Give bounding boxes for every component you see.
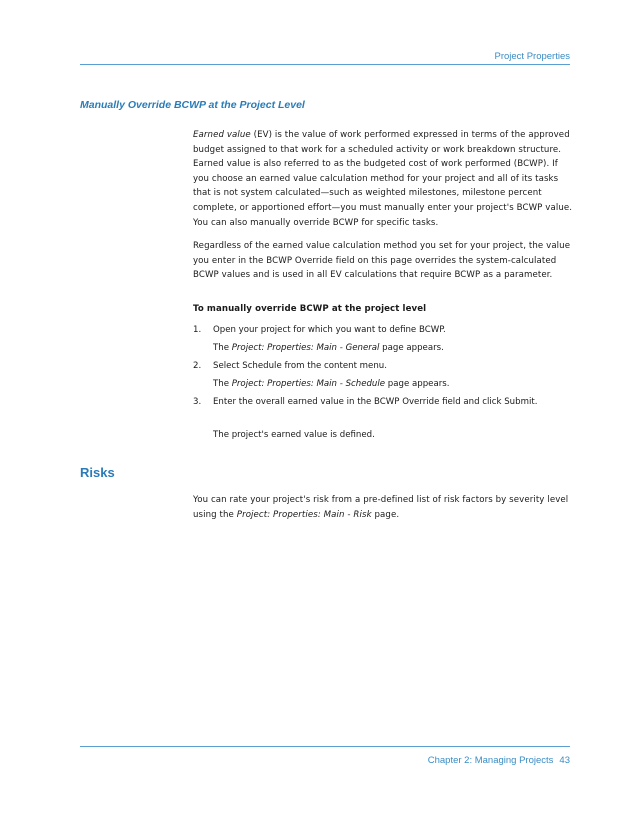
term-earned-value: Earned value — [193, 130, 251, 140]
step-result: The Project: Properties: Main - General page appears. — [213, 343, 444, 353]
page-number: 43 — [559, 755, 570, 766]
step-number: 2. — [193, 361, 202, 371]
intro-paragraph — [193, 128, 573, 230]
override-text: Regardless of the earned value calculation method you set for your project, the value you enter in the BCWP Override field on this page overrides the system-calculated BCWP values and is used in all EV calculations that require BCWP as a parameter. — [193, 241, 571, 281]
running-header: Project Properties — [494, 51, 570, 62]
risks-paragraph: You can rate your project's risk from a pre-defined list of risk factors by severity level using the Project: Properties: Main - Risk page. — [193, 495, 569, 520]
procedure-title: To manually override BCWP at the project level — [193, 304, 427, 314]
intro-text: (EV) is the value of work performed expressed in terms of the approved budget assigned to that work for a scheduled activity or work breakdown structure. Earned value is also referred to as the budgeted cost of work performed (BCWP). If you choose an earned value calculation method for your project and all of its tasks that is not system calculated—such as weighted milestones, milestone percent complete, or apportioned effort—you must manually enter your project's BCWP value. You can also manually override BCWP for specific tasks. — [193, 130, 573, 228]
step-number: 1. — [193, 325, 202, 335]
risk-page-name: Project: Properties: Main - Risk — [236, 509, 372, 520]
risks-heading: Risks — [80, 465, 115, 480]
step-result: The Project: Properties: Main - Schedule page appears. — [213, 379, 450, 389]
footer-rule — [80, 746, 570, 747]
step-text: Select Schedule from the content menu. — [213, 361, 387, 371]
step-number: 3. — [193, 397, 202, 407]
footer-chapter: Chapter 2: Managing Projects — [427, 755, 554, 766]
override-paragraph — [193, 239, 573, 283]
step-result: The project's earned value is defined. — [213, 430, 375, 440]
section-heading: Manually Override BCWP at the Project Level — [80, 99, 305, 111]
page-footer — [428, 755, 570, 766]
step-text: Enter the overall earned value in the BCWP Override field and click Submit. — [213, 397, 538, 407]
header-rule — [80, 64, 570, 65]
step-text: Open your project for which you want to define BCWP. — [213, 325, 446, 335]
